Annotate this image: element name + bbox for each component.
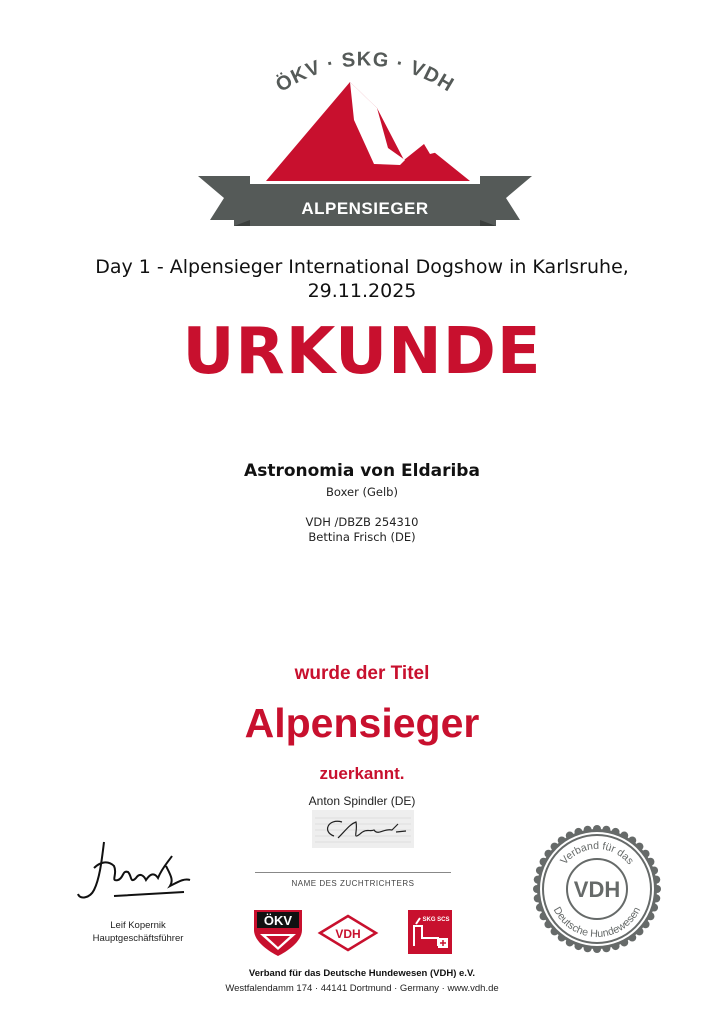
seal-bottom-text: Deutsche Hundewesen — [550, 904, 644, 941]
event-line-2: 29.11.2025 — [307, 280, 417, 302]
skg-logo — [408, 910, 452, 954]
okv-logo — [254, 910, 302, 956]
alpensieger-logo — [190, 48, 540, 233]
judge-signature-line — [255, 872, 451, 873]
logo-arc-text: ÖKV · SKG · VDH — [272, 48, 458, 97]
dog-name: Astronomia von Eldariba — [244, 461, 480, 481]
member-logos — [252, 908, 462, 958]
judge-caption: NAME DES ZUCHTRICHTERS — [291, 879, 415, 888]
dog-registration: VDH /DBZB 254310 — [305, 515, 419, 529]
ceo-signature — [74, 838, 194, 908]
svg-text:SKG SCS: SKG SCS — [422, 917, 450, 923]
svg-text:VDH: VDH — [335, 927, 361, 941]
vdh-seal — [530, 822, 664, 956]
dog-owner: Bettina Frisch (DE) — [308, 530, 416, 544]
award-outro: zuerkannt. — [319, 764, 405, 783]
vdh-logo — [320, 916, 376, 950]
footer-address: Westfalendamm 174 · 44141 Dortmund · Germany · www.vdh.de — [225, 983, 499, 994]
award-title: Alpensieger — [244, 700, 480, 746]
banner-text: ALPENSIEGER — [301, 199, 429, 218]
signatory-name: Leif Kopernik — [110, 920, 166, 931]
document-title: URKUNDE — [182, 315, 542, 389]
signatory-role: Hauptgeschäftsführer — [92, 933, 184, 944]
dog-breed: Boxer (Gelb) — [326, 485, 398, 499]
seal-center-text: VDH — [573, 877, 621, 902]
judge-signature — [312, 810, 414, 848]
judge-name: Anton Spindler (DE) — [308, 794, 416, 808]
award-intro: wurde der Titel — [294, 663, 430, 684]
mountain-icon — [266, 82, 470, 181]
footer-org-name: Verband für das Deutsche Hundewesen (VDH) e.V. — [248, 968, 476, 979]
seal-top-text: Verband für das — [558, 839, 636, 867]
event-line-1: Day 1 - Alpensieger International Dogshow in Karlsruhe, — [95, 256, 629, 278]
svg-text:ÖKV: ÖKV — [263, 913, 293, 928]
